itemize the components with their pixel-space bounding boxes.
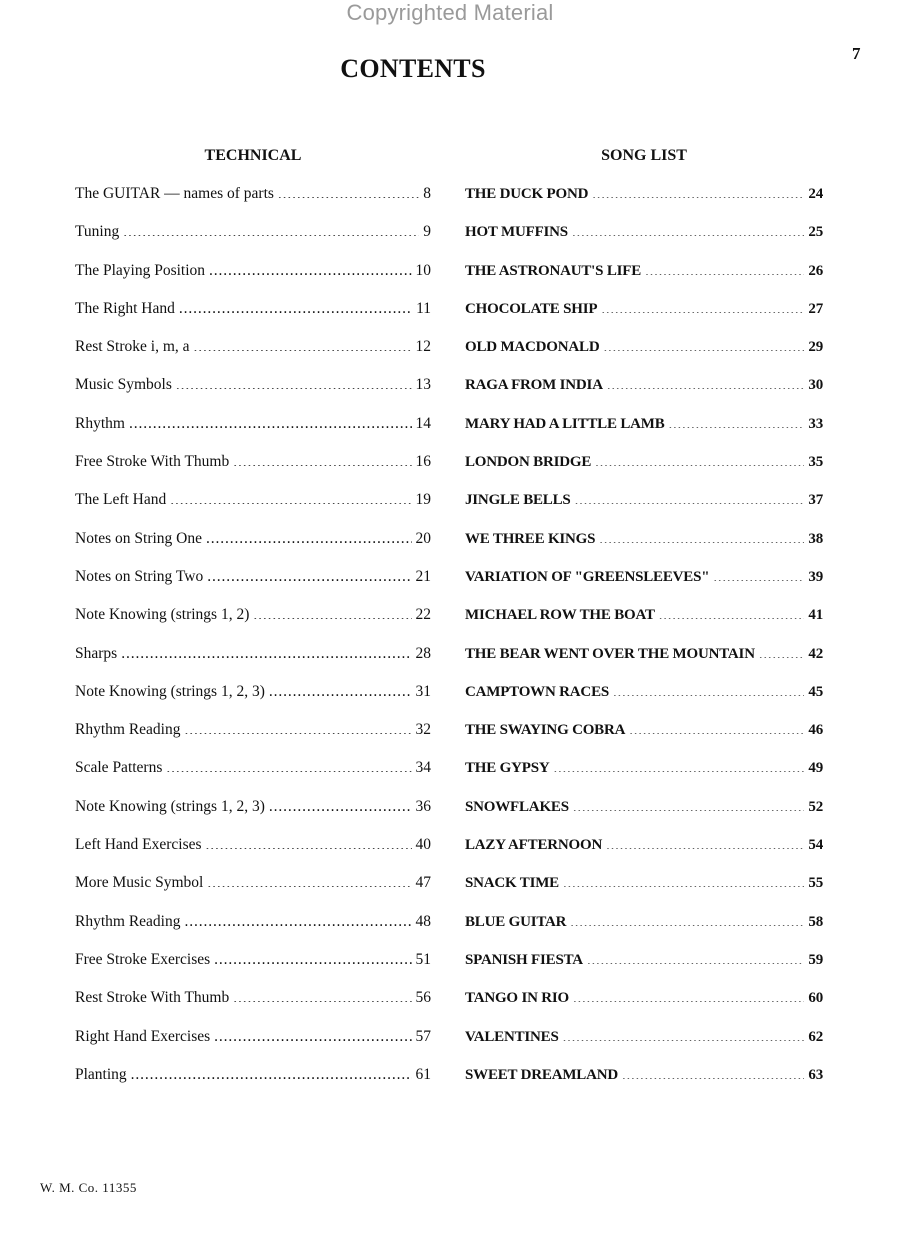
- dot-leader: [645, 260, 804, 275]
- entry-page-number: 62: [808, 1028, 823, 1045]
- dot-leader: [170, 489, 411, 505]
- dot-leader: [572, 221, 804, 236]
- song-entry: [465, 948, 823, 986]
- entry-title: TANGO IN RIO: [465, 990, 569, 1007]
- entry-page-number: 25: [808, 224, 823, 241]
- entry-title: THE DUCK POND: [465, 186, 589, 202]
- entry-page-number: 40: [415, 836, 431, 854]
- dot-leader: [207, 565, 411, 581]
- dot-leader: [206, 527, 411, 543]
- technical-header: TECHNICAL: [204, 147, 302, 164]
- entry-title: WE THREE KINGS: [465, 530, 596, 547]
- dot-leader: [607, 374, 805, 389]
- dot-leader: [669, 413, 805, 428]
- song-entry: [465, 718, 823, 756]
- dot-leader: [209, 259, 411, 275]
- entry-title: Rhythm Reading: [75, 912, 181, 930]
- entry-page-number: 37: [808, 492, 823, 509]
- song-entry: [465, 450, 823, 488]
- technical-entry: [75, 795, 431, 833]
- entry-title: CAMPTOWN RACES: [465, 683, 610, 700]
- technical-entry: [75, 718, 431, 756]
- entry-page-number: 55: [808, 875, 823, 892]
- entry-title: OLD MACDONALD: [465, 339, 600, 356]
- entry-title: Free Stroke With Thumb: [75, 453, 230, 471]
- song-entry: [465, 910, 823, 948]
- entry-title: LAZY AFTERNOON: [465, 837, 603, 854]
- dot-leader: [123, 221, 419, 237]
- dot-leader: [603, 336, 804, 351]
- entry-title: SNOWFLAKES: [465, 798, 569, 815]
- dot-leader: [606, 834, 804, 849]
- entry-page-number: 38: [808, 530, 823, 547]
- entry-title: Free Stroke Exercises: [75, 950, 211, 968]
- song-entry: [465, 680, 823, 718]
- technical-entry: [75, 412, 431, 450]
- entry-title: More Music Symbol: [75, 874, 204, 892]
- dot-leader: [278, 183, 419, 199]
- entry-page-number: 52: [808, 798, 823, 815]
- entry-page-number: 47: [415, 874, 431, 892]
- song-entry: [465, 603, 823, 641]
- entry-title: HOT MUFFINS: [465, 224, 568, 241]
- dot-leader: [184, 910, 411, 926]
- dot-leader: [613, 681, 804, 696]
- entry-page-number: 8: [423, 185, 431, 202]
- entry-page-number: 56: [415, 989, 431, 1007]
- entry-title: JINGLE BELLS: [465, 492, 571, 509]
- entry-page-number: 36: [415, 797, 431, 815]
- entry-page-number: 49: [808, 760, 823, 777]
- entry-title: Note Knowing (strings 1, 2): [75, 606, 250, 624]
- entry-title: Tuning: [75, 223, 120, 241]
- entry-page-number: 31: [415, 682, 431, 700]
- entry-title: LONDON BRIDGE: [465, 454, 592, 471]
- entry-title: SWEET DREAMLAND: [465, 1066, 618, 1083]
- dot-leader: [166, 757, 411, 773]
- entry-page-number: 10: [415, 261, 431, 279]
- entry-title: Note Knowing (strings 1, 2, 3): [75, 797, 265, 815]
- entry-title: The Left Hand: [75, 491, 167, 509]
- entry-title: Notes on String One: [75, 529, 203, 547]
- entry-title: THE BEAR WENT OVER THE MOUNTAIN: [465, 645, 755, 662]
- song-entry: [465, 871, 823, 909]
- entry-title: Notes on String Two: [75, 567, 204, 585]
- technical-list: [75, 182, 431, 1101]
- dot-leader: [233, 987, 411, 1003]
- entry-page-number: 14: [415, 414, 431, 432]
- dot-leader: [573, 796, 805, 811]
- song-entry: [465, 488, 823, 526]
- technical-column: [75, 146, 431, 1101]
- entry-title: Note Knowing (strings 1, 2, 3): [75, 682, 265, 700]
- entry-title: Rhythm Reading: [75, 721, 181, 739]
- entry-title: Sharps: [75, 644, 118, 662]
- entry-title: Scale Patterns: [75, 759, 163, 777]
- entry-page-number: 9: [423, 223, 431, 241]
- song-entry: [465, 642, 823, 680]
- entry-page-number: 27: [808, 300, 823, 317]
- song-entry: [465, 182, 823, 220]
- dot-leader: [587, 949, 804, 964]
- technical-entry: [75, 373, 431, 411]
- entry-page-number: 21: [415, 567, 431, 585]
- entry-page-number: 41: [808, 607, 823, 624]
- song-entry: [465, 986, 823, 1024]
- song-entry: [465, 833, 823, 871]
- entry-title: The GUITAR — names of parts: [75, 185, 274, 202]
- entry-page-number: 30: [808, 377, 823, 394]
- dot-leader: [269, 680, 412, 696]
- technical-entry: [75, 603, 431, 641]
- entry-page-number: 59: [808, 951, 823, 968]
- entry-title: RAGA FROM INDIA: [465, 377, 603, 394]
- song-entry: [465, 1063, 823, 1101]
- entry-page-number: 19: [415, 491, 431, 509]
- entry-title: THE SWAYING COBRA: [465, 722, 626, 739]
- song-entry: [465, 220, 823, 258]
- dot-leader: [121, 642, 411, 658]
- dot-leader: [629, 719, 804, 734]
- entry-page-number: 46: [808, 722, 823, 739]
- technical-entry: [75, 527, 431, 565]
- entry-page-number: 34: [415, 759, 431, 777]
- entry-page-number: 28: [415, 644, 431, 662]
- technical-entry: [75, 335, 431, 373]
- technical-entry: [75, 871, 431, 909]
- entry-title: Rest Stroke With Thumb: [75, 989, 230, 1007]
- song-entry: [465, 335, 823, 373]
- dot-leader: [601, 298, 804, 313]
- technical-entry: [75, 220, 431, 258]
- entry-title: Right Hand Exercises: [75, 1027, 211, 1045]
- dot-leader: [553, 757, 804, 772]
- song-list-header: SONG LIST: [601, 147, 687, 164]
- technical-entry: [75, 488, 431, 526]
- entry-title: THE ASTRONAUT'S LIFE: [465, 262, 642, 279]
- entry-page-number: 26: [808, 262, 823, 279]
- entry-title: Planting: [75, 1065, 127, 1083]
- technical-entry: [75, 1063, 431, 1101]
- dot-leader: [184, 719, 411, 735]
- page-title: CONTENTS: [340, 54, 486, 83]
- entry-title: Left Hand Exercises: [75, 836, 202, 854]
- entry-page-number: 11: [416, 299, 431, 317]
- dot-leader: [575, 489, 805, 504]
- entry-page-number: 12: [415, 338, 431, 356]
- dot-leader: [131, 1063, 412, 1079]
- dot-leader: [563, 872, 804, 887]
- entry-title: MARY HAD A LITTLE LAMB: [465, 415, 665, 432]
- song-list: [465, 182, 823, 1101]
- dot-leader: [599, 528, 804, 543]
- technical-entry: [75, 642, 431, 680]
- dot-leader: [563, 1026, 805, 1041]
- technical-entry: [75, 756, 431, 794]
- dot-leader: [659, 604, 805, 619]
- song-entry: [465, 527, 823, 565]
- entry-page-number: 63: [808, 1066, 823, 1083]
- dot-leader: [214, 948, 411, 964]
- publisher-code: W. M. Co. 11355: [40, 1180, 137, 1195]
- technical-entry: [75, 948, 431, 986]
- entry-title: Rhythm: [75, 414, 125, 432]
- technical-entry: [75, 450, 431, 488]
- technical-entry: [75, 833, 431, 871]
- technical-entry: [75, 182, 431, 220]
- song-entry: [465, 1025, 823, 1063]
- entry-page-number: 57: [415, 1027, 431, 1045]
- entry-title: SPANISH FIESTA: [465, 951, 583, 968]
- dot-leader: [622, 1064, 804, 1079]
- dot-leader: [253, 604, 411, 620]
- dot-leader: [595, 451, 804, 466]
- entry-title: THE GYPSY: [465, 760, 550, 777]
- entry-title: VALENTINES: [465, 1028, 559, 1045]
- song-entry: [465, 412, 823, 450]
- technical-entry: [75, 680, 431, 718]
- entry-page-number: 61: [415, 1065, 431, 1083]
- technical-entry: [75, 986, 431, 1024]
- entry-page-number: 32: [415, 721, 431, 739]
- technical-entry: [75, 1025, 431, 1063]
- dot-leader: [206, 834, 412, 850]
- technical-entry: [75, 910, 431, 948]
- dot-leader: [233, 451, 411, 467]
- entry-page-number: 16: [415, 453, 431, 471]
- entry-page-number: 22: [415, 606, 431, 624]
- song-entry: [465, 259, 823, 297]
- entry-page-number: 20: [415, 529, 431, 547]
- entry-page-number: 39: [808, 568, 823, 585]
- copyright-watermark: Copyrighted Material: [346, 0, 554, 25]
- entry-title: The Right Hand: [75, 299, 175, 317]
- song-entry: [465, 297, 823, 335]
- song-entry: [465, 373, 823, 411]
- entry-title: SNACK TIME: [465, 875, 559, 892]
- entry-page-number: 13: [415, 376, 431, 394]
- dot-leader: [570, 911, 804, 926]
- entry-page-number: 35: [808, 454, 823, 471]
- technical-entry: [75, 297, 431, 335]
- song-entry: [465, 565, 823, 603]
- dot-leader: [207, 872, 411, 888]
- entry-page-number: 45: [808, 683, 823, 700]
- entry-title: Rest Stroke i, m, a: [75, 338, 190, 356]
- dot-leader: [592, 183, 804, 198]
- entry-title: The Playing Position: [75, 261, 206, 279]
- song-entry: [465, 795, 823, 833]
- entry-page-number: 33: [808, 415, 823, 432]
- dot-leader: [269, 795, 412, 811]
- entry-title: MICHAEL ROW THE BOAT: [465, 607, 655, 624]
- page-number: 7: [852, 44, 861, 63]
- song-entry: [465, 756, 823, 794]
- entry-page-number: 42: [808, 645, 823, 662]
- entry-title: CHOCOLATE SHIP: [465, 300, 598, 317]
- dot-leader: [713, 566, 804, 581]
- entry-title: Music Symbols: [75, 376, 172, 394]
- technical-entry: [75, 565, 431, 603]
- entry-page-number: 54: [808, 837, 823, 854]
- dot-leader: [214, 1025, 411, 1041]
- entry-title: VARIATION OF "GREENSLEEVES": [465, 568, 710, 585]
- song-list-column: [465, 146, 823, 1101]
- entry-page-number: 58: [808, 913, 823, 930]
- entry-title: BLUE GUITAR: [465, 913, 567, 930]
- technical-entry: [75, 259, 431, 297]
- entry-page-number: 24: [808, 186, 823, 202]
- entry-page-number: 51: [415, 950, 431, 968]
- dot-leader: [194, 336, 412, 352]
- dot-leader: [759, 643, 805, 658]
- dot-leader: [573, 987, 804, 1002]
- dot-leader: [129, 412, 412, 428]
- entry-page-number: 60: [808, 990, 823, 1007]
- dot-leader: [179, 297, 412, 313]
- dot-leader: [176, 374, 412, 390]
- entry-page-number: 29: [808, 339, 823, 356]
- entry-page-number: 48: [415, 912, 431, 930]
